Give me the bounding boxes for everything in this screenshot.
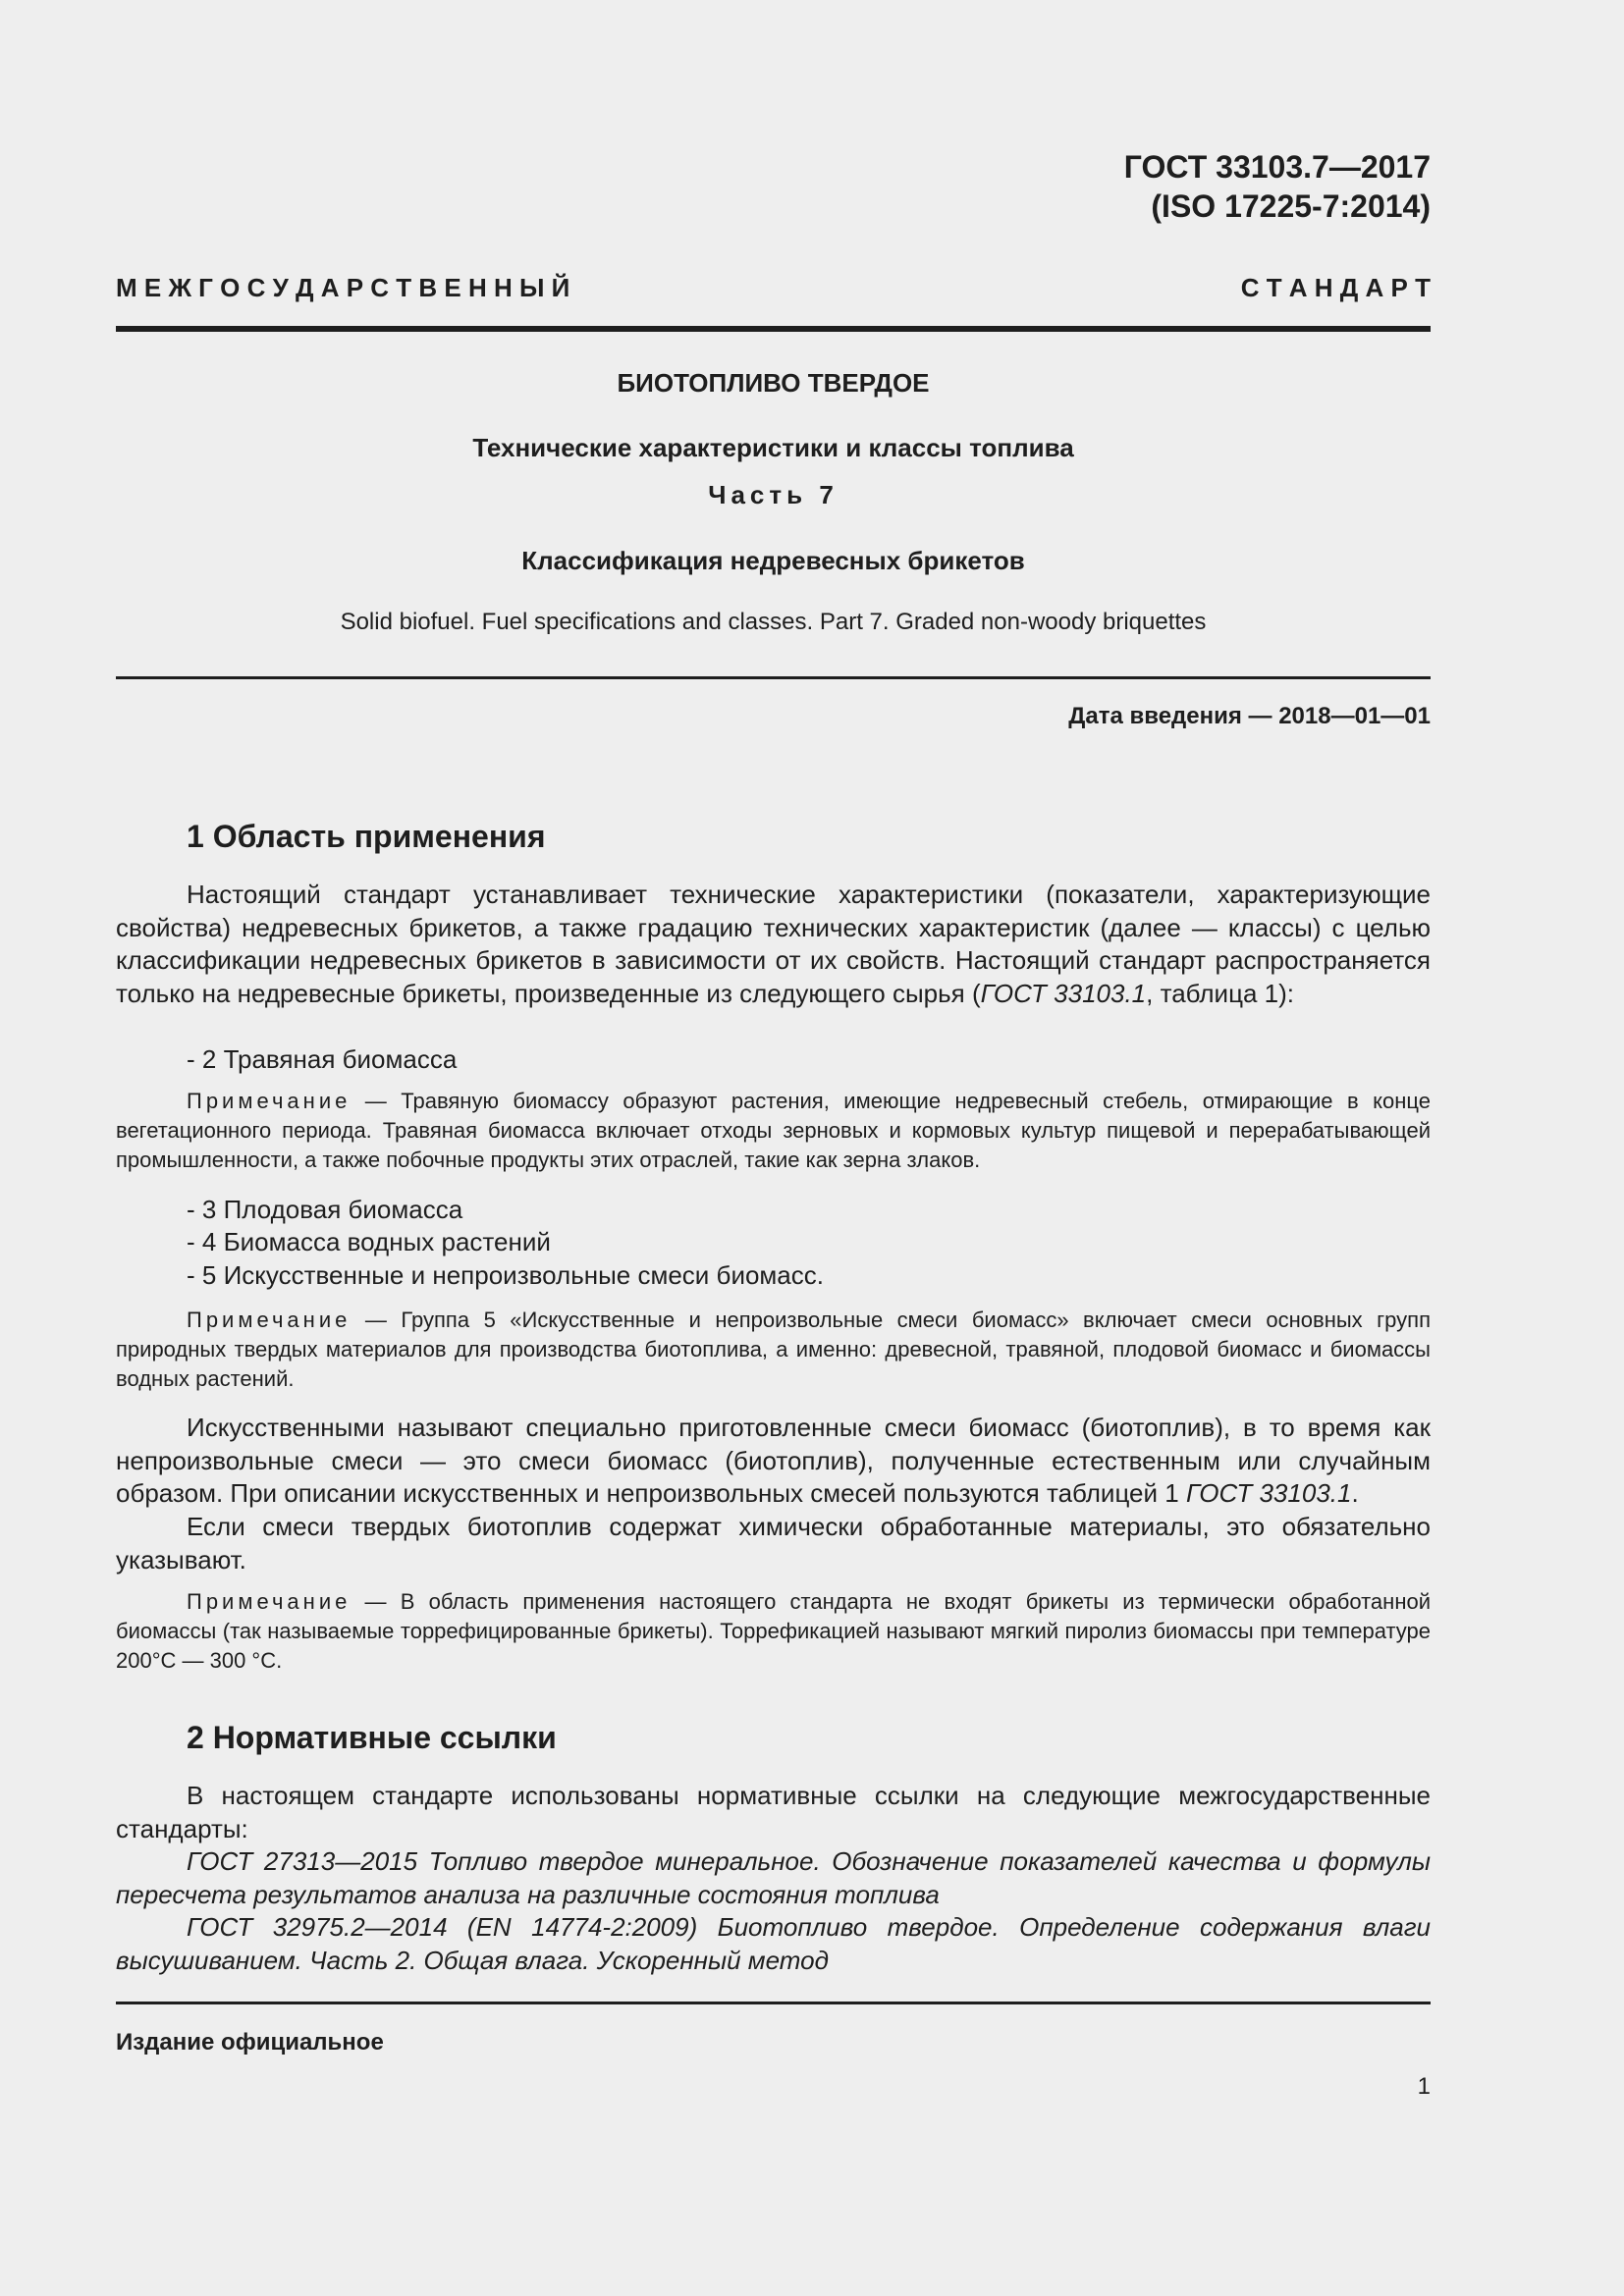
section-2-paragraph-1: В настоящем стандарте использованы нормативные ссылки на следующие межгосударственные стандарты: <box>116 1781 1431 1843</box>
section-1-paragraph-1 <box>116 879 1431 1010</box>
normative-reference-2: ГОСТ 32975.2—2014 (EN 14774-2:2009) Биотопливо твердое. Определение содержания влаги высушиванием. Часть 2. Общая влага. Ускоренный метод <box>116 1912 1431 1975</box>
introduction-date: Дата введения — 2018—01—01 <box>1068 703 1431 729</box>
paragraph-text-tail: , таблица 1): <box>1146 978 1294 1008</box>
note-3 <box>116 1587 1431 1676</box>
list-item: - 4 Биомасса водных растений <box>187 1227 551 1256</box>
list-item: - 2 Травяная биомасса <box>187 1044 458 1074</box>
title-main: БИОТОПЛИВО ТВЕРДОЕ <box>617 368 930 398</box>
section-1-paragraph-2 <box>116 1412 1431 1511</box>
note-1 <box>116 1087 1431 1175</box>
list-item: - 3 Плодовая биомасса <box>187 1195 463 1224</box>
interstate-standard-banner <box>116 273 1431 303</box>
normative-reference-1: ГОСТ 27313—2015 Топливо твердое минеральное. Обозначение показателей качества и формулы пересчета результатов анализа на различные состояния топлива <box>116 1846 1431 1909</box>
gost-number: ГОСТ 33103.7—2017 <box>1123 149 1431 185</box>
title-part: Часть 7 <box>708 480 839 509</box>
official-edition-label: Издание официальное <box>116 2029 384 2056</box>
paragraph-text: Настоящий стандарт устанавливает технические характеристики (показатели, характеризующие свойства) недревесных брикетов, а также градацию технических характеристик (далее — классы) с целью классификации недревесных брикетов в зависимости от их свойств. Настоящий стандарт распространяется только на недревесные брикеты, произведенные из следующего сырья ( <box>116 880 1431 1008</box>
standard-word: С Т А Н Д А Р Т <box>1240 273 1431 302</box>
bottom-rule <box>116 2002 1431 2004</box>
section-1-heading: 1 Область применения <box>187 819 546 854</box>
paragraph-text-tail: . <box>1351 1478 1359 1508</box>
note-text: — Травяную биомассу образуют растения, имеющие недревесный стебель, отмирающие в конце вегетационного периода. Травяная биомасса включает отходы зерновых и кормовых культур пищевой и перерабатывающей промышленности, а также побочные продукты этих отраслей, такие как зерна злаков. <box>116 1089 1431 1172</box>
list-item: - 5 Искусственные и непроизвольные смеси биомасс. <box>187 1260 824 1290</box>
interstate-word: М Е Ж Г О С У Д А Р С Т В Е Н Н Ы Й <box>116 273 570 302</box>
note-label: Примечание <box>187 1308 352 1332</box>
iso-number: (ISO 17225-7:2014) <box>1151 188 1431 224</box>
note-label: Примечание <box>187 1589 352 1614</box>
standard-reference: ГОСТ 33103.1 <box>1185 1478 1352 1508</box>
note-text: — В область применения настоящего стандарта не входят брикеты из термически обработанной биомассы (так называемые торрефицированные брикеты). Торрефикацией называют мягкий пиролиз биомассы при температуре 200°С — 300 °С. <box>116 1589 1431 1673</box>
title-english: Solid biofuel. Fuel specifications and classes. Part 7. Graded non-woody briquettes <box>340 609 1207 635</box>
note-text: — Группа 5 «Искусственные и непроизвольные смеси биомасс» включает смеси основных групп природных твердых материалов для производства биотоплива, а именно: древесной, травяной, плодовой биомасс и биомассы водных растений. <box>116 1308 1431 1391</box>
section-2-heading: 2 Нормативные ссылки <box>187 1720 557 1755</box>
section-1-paragraph-3: Если смеси твердых биотоплив содержат химически обработанные материалы, это обязательно указывают. <box>116 1512 1431 1575</box>
paragraph-text: Искусственными называют специально приготовленные смеси биомасс (биотоплив), в то время как непроизвольные смеси — это смеси биомасс (биотоплив), полученные естественным или случайным образом. При описании искусственных и непроизвольных смесей пользуются таблицей 1 <box>116 1413 1431 1508</box>
note-label: Примечание <box>187 1089 352 1113</box>
title-subtitle: Технические характеристики и классы топлива <box>472 433 1074 462</box>
page-number: 1 <box>1417 2073 1431 2100</box>
gost-code-block <box>116 147 1431 226</box>
middle-rule <box>116 676 1431 679</box>
title-classification: Классификация недревесных брикетов <box>521 546 1025 575</box>
top-rule <box>116 326 1431 332</box>
note-2 <box>116 1306 1431 1394</box>
standard-reference: ГОСТ 33103.1 <box>980 978 1147 1008</box>
